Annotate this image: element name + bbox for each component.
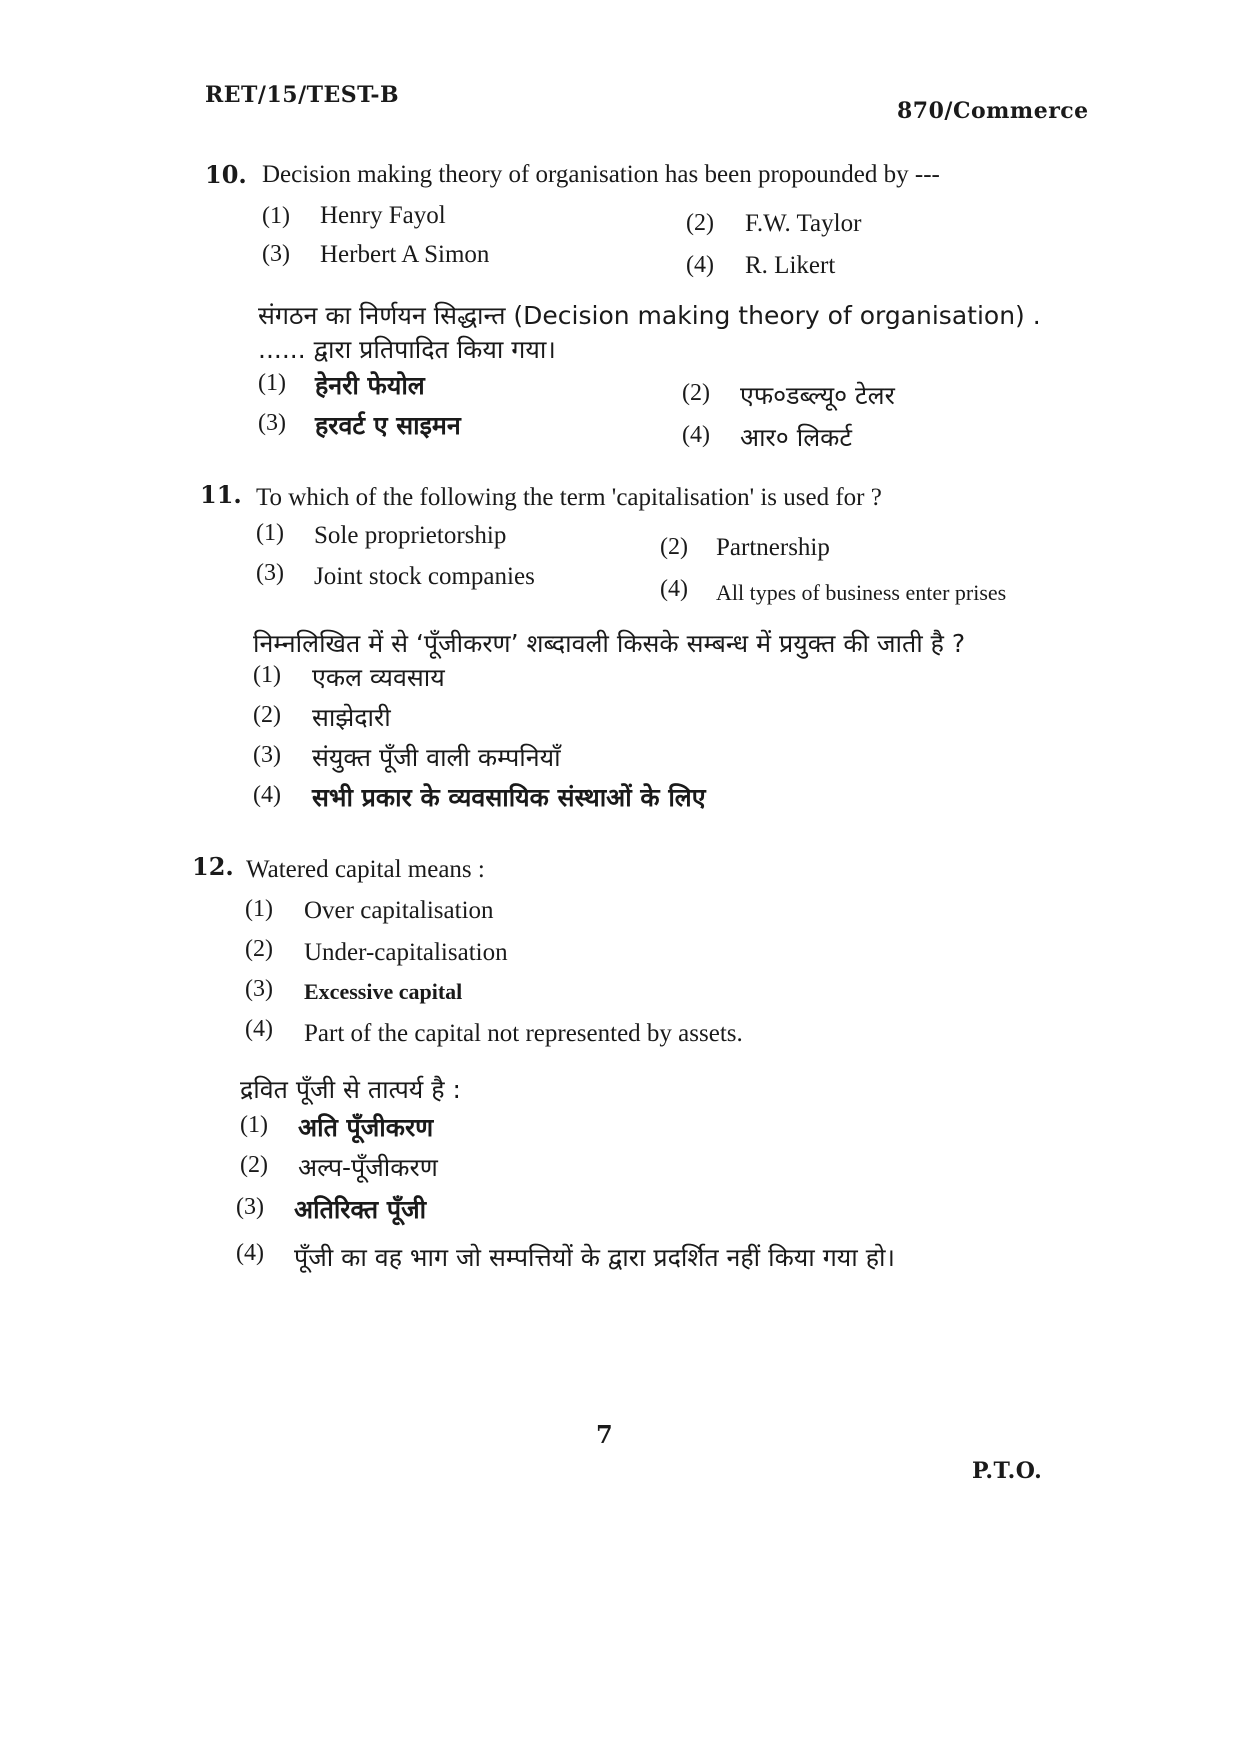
option-text-en: Over capitalisation bbox=[304, 897, 494, 924]
option-number: (3) bbox=[262, 241, 290, 267]
option-text-hi: हेनरी फेयोल bbox=[315, 371, 425, 400]
option-number: (2) bbox=[253, 702, 281, 728]
option-text-hi: संयुक्त पूँजी वाली कम्पनियाँ bbox=[312, 743, 561, 772]
option-number: (1) bbox=[240, 1112, 268, 1138]
option-text-hi: सभी प्रकार के व्यवसायिक संस्थाओं के लिए bbox=[312, 783, 706, 812]
option-text-hi: आर० लिकर्ट bbox=[740, 423, 852, 452]
option-text-en: Herbert A Simon bbox=[320, 241, 490, 268]
option-text-hi: एफ०डब्ल्यू० टेलर bbox=[740, 381, 895, 410]
option-text-en: Henry Fayol bbox=[320, 202, 446, 229]
option-number: (2) bbox=[240, 1152, 268, 1178]
option-number: (4) bbox=[253, 782, 281, 808]
option-number: (1) bbox=[253, 662, 281, 688]
page-number: 7 bbox=[596, 1420, 613, 1449]
question-number: 10. bbox=[205, 160, 247, 189]
option-number: (2) bbox=[660, 534, 688, 560]
option-number: (3) bbox=[245, 976, 273, 1002]
option-number: (3) bbox=[258, 410, 286, 436]
question-text-en: Watered capital means : bbox=[246, 856, 485, 883]
option-number: (1) bbox=[256, 520, 284, 546]
option-number: (4) bbox=[245, 1016, 273, 1042]
option-text-hi: साझेदारी bbox=[312, 703, 391, 732]
question-text-hi: संगठन का निर्णयन सिद्धान्त (Decision making theory of organisation) . bbox=[258, 301, 1041, 330]
option-text-hi: हरवर्ट ए साइमन bbox=[315, 411, 461, 440]
option-text-en: Part of the capital not represented by assets. bbox=[304, 1020, 743, 1047]
question-text-hi: ...... द्वारा प्रतिपादित किया गया। bbox=[258, 335, 556, 364]
question-text-hi: निम्नलिखित में से ‘पूँजीकरण’ शब्दावली किसके सम्बन्ध में प्रयुक्त की जाती है ? bbox=[253, 629, 966, 658]
option-text-hi: एकल व्यवसाय bbox=[312, 663, 445, 692]
option-text-en: Joint stock companies bbox=[314, 563, 535, 590]
option-number: (4) bbox=[682, 422, 710, 448]
pto-label: P.T.O. bbox=[972, 1458, 1043, 1484]
option-number: (2) bbox=[686, 210, 714, 236]
option-text-en: F.W. Taylor bbox=[745, 210, 862, 237]
question-text-en: To which of the following the term 'capitalisation' is used for ? bbox=[256, 484, 882, 511]
option-text-en: Excessive capital bbox=[304, 979, 463, 1004]
option-number: (4) bbox=[236, 1240, 264, 1266]
option-number: (4) bbox=[686, 252, 714, 278]
option-number: (2) bbox=[245, 936, 273, 962]
option-text-hi: अति पूँजीकरण bbox=[298, 1113, 434, 1142]
option-number: (2) bbox=[682, 380, 710, 406]
option-text-en: Sole proprietorship bbox=[314, 522, 507, 549]
option-number: (1) bbox=[258, 370, 286, 396]
option-text-en: R. Likert bbox=[745, 252, 836, 279]
option-text-hi: पूँजी का वह भाग जो सम्पत्तियों के द्वारा प्रदर्शित नहीं किया गया हो। bbox=[294, 1243, 895, 1272]
header-left: RET/15/TEST-B bbox=[205, 82, 400, 108]
option-text-hi: अतिरिक्त पूँजी bbox=[294, 1195, 427, 1224]
option-number: (3) bbox=[253, 742, 281, 768]
question-text-hi: द्रवित पूँजी से तात्पर्य है : bbox=[240, 1075, 461, 1104]
question-number: 11. bbox=[200, 480, 242, 509]
option-text-hi: अल्प-पूँजीकरण bbox=[298, 1153, 438, 1182]
option-number: (3) bbox=[256, 560, 284, 586]
header-right: 870/Commerce bbox=[897, 98, 1089, 124]
option-number: (4) bbox=[660, 576, 688, 602]
option-number: (1) bbox=[245, 896, 273, 922]
option-number: (1) bbox=[262, 203, 290, 229]
option-text-en: All types of business enter prises bbox=[716, 580, 1007, 605]
option-text-en: Under-capitalisation bbox=[304, 939, 508, 966]
question-number: 12. bbox=[192, 852, 234, 881]
question-text-en: Decision making theory of organisation has been propounded by --- bbox=[262, 161, 940, 188]
option-text-en: Partnership bbox=[716, 534, 830, 561]
option-number: (3) bbox=[236, 1194, 264, 1220]
